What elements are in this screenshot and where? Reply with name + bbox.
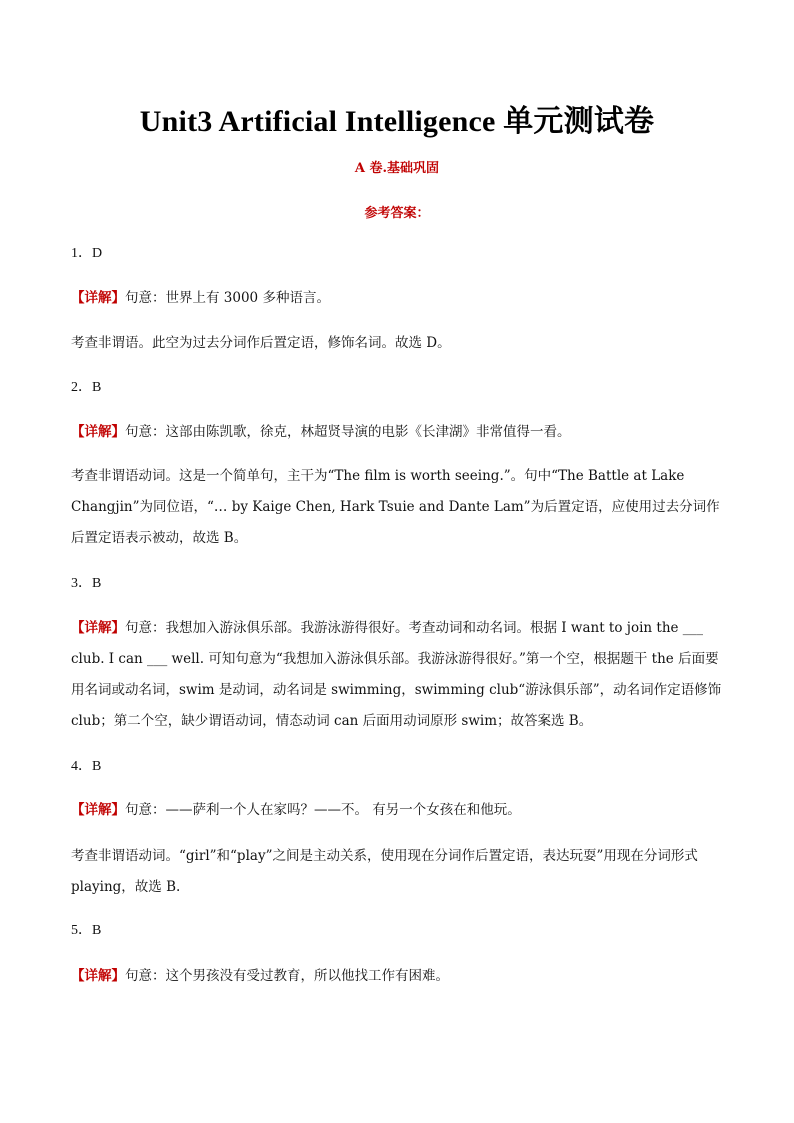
item-1-number: 1．D	[71, 246, 103, 261]
detail-tag: 【详解】	[71, 620, 125, 636]
item-3-number: 3．B	[71, 576, 102, 591]
answers-heading: 参考答案：	[364, 206, 430, 221]
item-1-detail-text: 句意：世界上有 3000 多种语言。	[125, 290, 330, 306]
item-5-detail	[71, 961, 726, 992]
item-3-detail	[71, 613, 726, 737]
item-1-detail	[71, 283, 726, 314]
item-2-number: 2．B	[71, 380, 102, 395]
detail-tag: 【详解】	[71, 968, 125, 984]
item-1-analysis: 考查非谓语。此空为过去分词作后置定语，修饰名词。故选 D。	[71, 335, 451, 351]
section-subtitle: A 卷.基础巩固	[354, 161, 440, 176]
item-2-detail-text: 句意：这部由陈凯歌，徐克，林超贤导演的电影《长津湖》非常值得一看。	[125, 424, 571, 440]
item-2-analysis: 考查非谓语动词。这是一个简单句，主干为“The film is worth seeing.”。句中“The Battle at Lake Changjin”为同位语，“… by Kaige Chen, Hark Tsuie and Dante Lam”为后置定语，应使用过去分词作后置定语表示被动，故选 B。	[71, 468, 720, 546]
item-4-detail	[71, 795, 726, 826]
item-4-detail-text: 句意：——萨利一个人在家吗？——不。 有另一个女孩在和他玩。	[125, 802, 521, 818]
document-title: Unit3 Artificial Intelligence 单元测试卷	[139, 105, 655, 138]
detail-tag: 【详解】	[71, 802, 125, 818]
detail-tag: 【详解】	[71, 424, 125, 440]
item-4-analysis: 考查非谓语动词。“girl”和“play”之间是主动关系，使用现在分词作后置定语，表达玩耍”用现在分词形式 playing，故选 B.	[71, 848, 698, 895]
item-3-detail-text: 句意：我想加入游泳俱乐部。我游泳游得很好。考查动词和动名词。根据 I want to join the ___ club. I can ___ well. 可知句意为“我想加入游泳俱乐部。我游泳游得很好。”第一个空，根据题干 the 后面要用名词或动名词，swim 是动词，动名词是 swimming，swimming club“游泳俱乐部”，动名词作定语修饰 club；第二个空，缺少谓语动词，情态动词 can 后面用动词原形 swim；故答案选 B。	[71, 620, 722, 729]
item-2-detail	[71, 417, 726, 448]
item-5-detail-text: 句意：这个男孩没有受过教育，所以他找工作有困难。	[125, 968, 449, 984]
detail-tag: 【详解】	[71, 290, 125, 306]
item-4-number: 4．B	[71, 759, 102, 774]
item-5-number: 5．B	[71, 923, 102, 938]
